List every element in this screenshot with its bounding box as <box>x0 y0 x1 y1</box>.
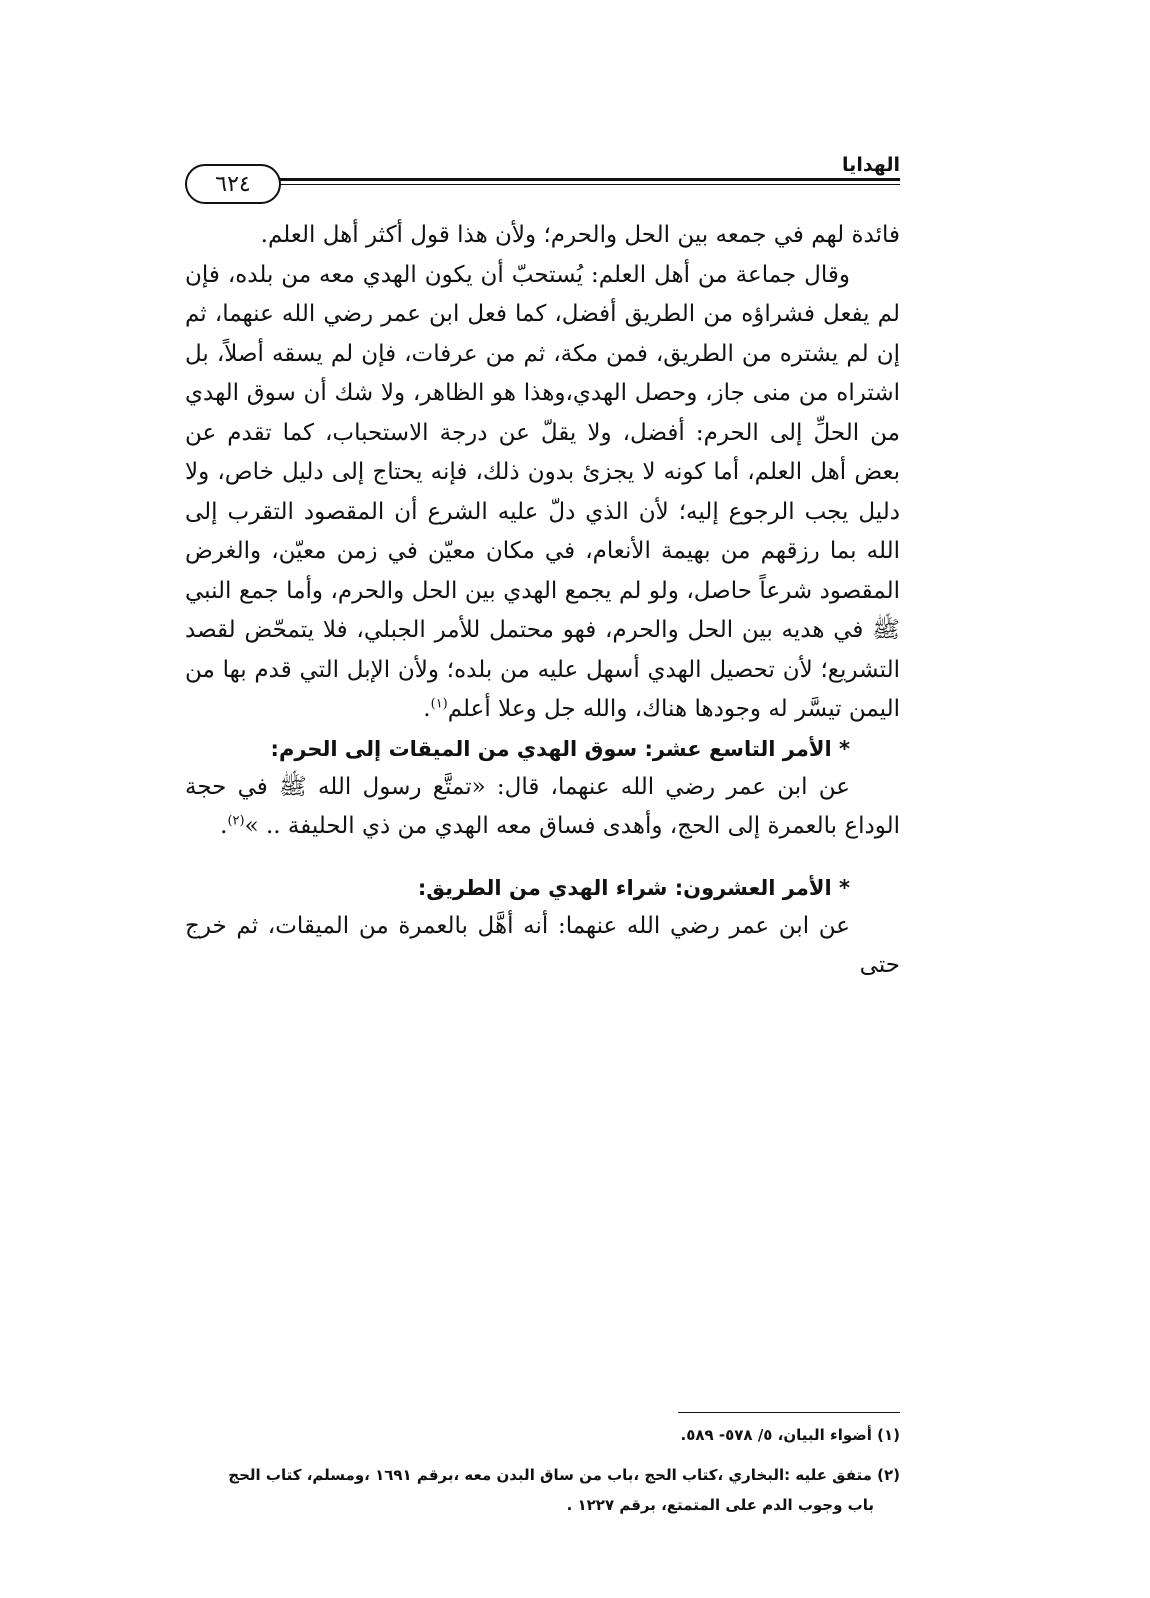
paragraph-3-text: عن ابن عمر رضي الله عنهما، قال: «تمتَّع رسول الله ﷺ في حجة الوداع بالعمرة إلى الحج، وأهدى فساق معه الهدي من ذي الحليفة .. » <box>185 773 900 839</box>
footnote-ref-1[interactable]: (١) <box>430 696 448 712</box>
header-rule-thick <box>255 178 900 181</box>
header-rule-thin <box>255 184 900 185</box>
paragraph-3-end: . <box>220 813 228 839</box>
footnote-ref-2[interactable]: (٢) <box>227 813 245 829</box>
footnote-2: (٢) متفق عليه :البخاري ،كتاب الحج ،باب من ساق البدن معه ،برقم ١٦٩١ ،ومسلم، كتاب الحج <box>228 1466 900 1484</box>
running-title: الهدايا <box>842 154 900 176</box>
paragraph-1: فائدة لهم في جمعه بين الحل والحرم؛ ولأن هذا قول أكثر أهل العلم. <box>260 222 900 248</box>
footnote-2-continuation: باب وجوب الدم على المتمتع، برقم ١٢٢٧ . <box>566 1496 874 1514</box>
footnote-separator <box>678 1412 900 1413</box>
paragraph-3 <box>185 768 900 847</box>
page-header <box>185 150 900 210</box>
page-number: ٦٢٤ <box>185 164 281 204</box>
paragraph-2 <box>185 256 900 730</box>
section-heading-19: * الأمر التاسع عشر: سوق الهدي من الميقات إلى الحرم: <box>270 736 850 761</box>
section-heading-20: * الأمر العشرون: شراء الهدي من الطريق: <box>417 875 850 900</box>
footnote-1: (١) أضواء البيان، ٥/ ٥٧٨- ٥٨٩. <box>680 1426 900 1444</box>
paragraph-4: عن ابن عمر رضي الله عنهما: أنه أهَّل بالعمرة من الميقات، ثم خرج حتى <box>185 912 900 978</box>
paragraph-2-text: وقال جماعة من أهل العلم: يُستحبّ أن يكون الهدي معه من بلده، فإن لم يفعل فشراؤه من الطريق أفضل، كما فعل ابن عمر رضي الله عنهما، ثم إن لم يشتره من الطريق، فمن مكة، ثم من عرفات، فإن لم يسقه أصلاً، بل اشتراه من منى جاز، وحصل الهدي،وهذا هو الظاهر، ولا شك أن سوق الهدي من الحلِّ إلى الحرم: أفضل، ولا يقلّ عن درجة الاستحباب، كما تقدم عن بعض أهل العلم، أما كونه لا يجزئ بدون ذلك، فإنه يحتاج إلى دليل خاص، ولا دليل يجب الرجوع إليه؛ لأن الذي دلّ عليه الشرع أن المقصود التقرب إلى الله بما رزقهم من بهيمة الأنعام، في مكان معيّن في زمن معيّن، والغرض المقصود شرعاً حاصل، ولو لم يجمع الهدي بين الحل والحرم، وأما جمع النبي ﷺ في هديه بين الحل والحرم، فهو محتمل للأمر الجبلي، فلا يتمحّض لقصد التشريع؛ لأن تحصيل الهدي أسهل عليه من بلده؛ ولأن الإبل التي قدم بها من اليمن تيسَّر له وجودها هناك، والله جل وعلا أعلم <box>185 261 900 722</box>
footnotes <box>185 1420 900 1520</box>
book-page <box>185 150 900 1550</box>
main-text <box>185 216 900 986</box>
paragraph-2-end: . <box>423 696 431 722</box>
